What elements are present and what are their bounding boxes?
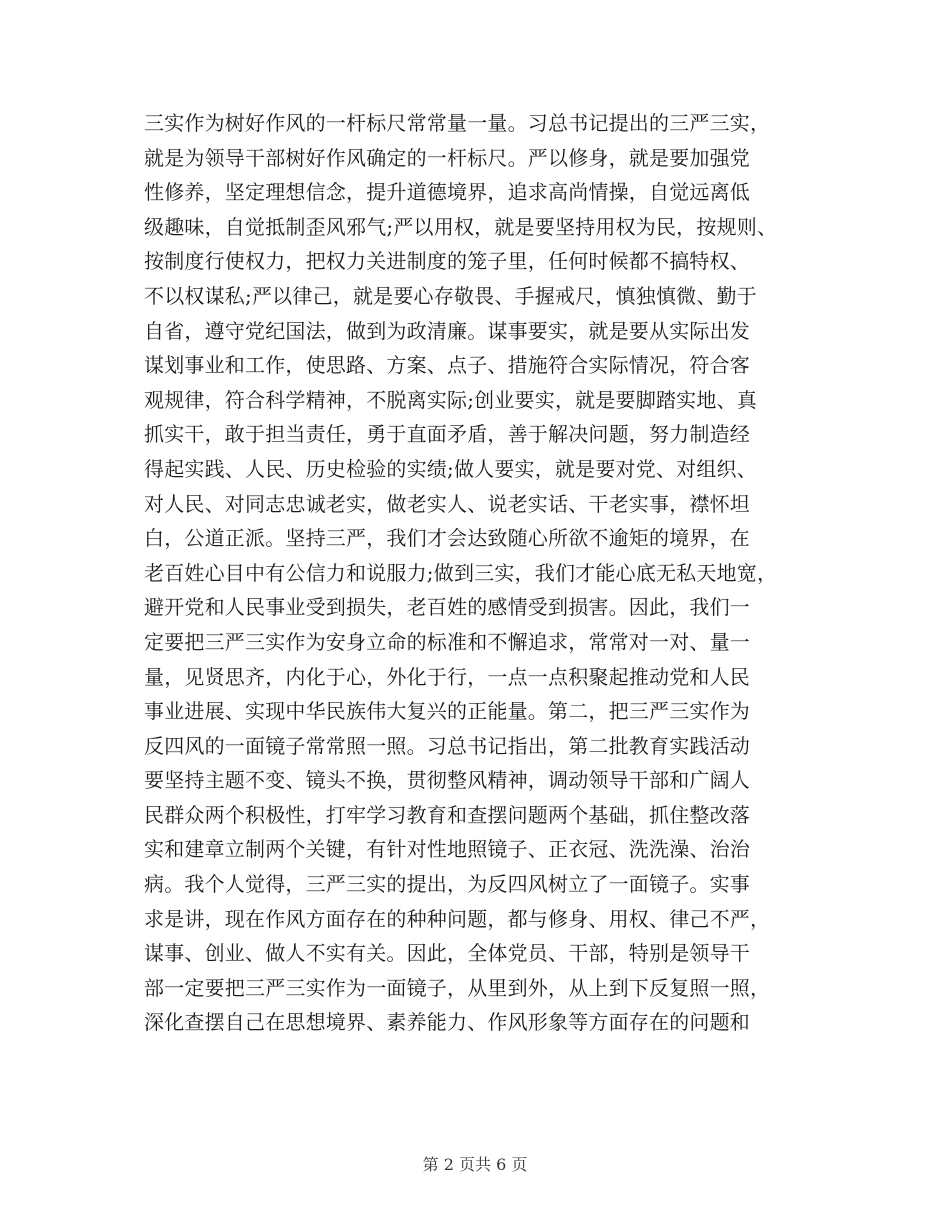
text-line: 自省，遵守党纪国法，做到为政清廉。谋事要实，就是要从实际出发: [144, 318, 750, 343]
text-line: 对人民、对同志忠诚老实，做老实人、说老实话、干老实事，襟怀坦: [144, 491, 750, 516]
text-line: 实和建章立制两个关键，有针对性地照镜子、正衣冠、洗洗澡、治治: [144, 837, 750, 862]
text-line: 老百姓心目中有公信力和说服力;做到三实，我们才能心底无私天地宽，: [144, 560, 778, 585]
text-line: 抓实干，敢于担当责任，勇于直面矛盾，善于解决问题，努力制造经: [144, 422, 750, 447]
text-line: 事业进展、实现中华民族伟大复兴的正能量。第二，把三严三实作为: [144, 699, 750, 724]
body-text: [144, 106, 824, 1040]
text-line: 反四风的一面镜子常常照一照。习总书记指出，第二批教育实践活动: [144, 733, 750, 758]
text-line: 民群众两个积极性，打牢学习教育和查摆问题两个基础，抓住整改落: [144, 802, 750, 827]
text-line: 三实作为树好作风的一杆标尺常常量一量。习总书记提出的三严三实，: [144, 111, 771, 135]
text-line: 不以权谋私;严以律己，就是要心存敬畏、手握戒尺，慎独慎微、勤于: [144, 283, 757, 308]
text-line: 求是讲，现在作风方面存在的种种问题，都与修身、用权、律己不严，: [144, 906, 771, 931]
text-line: 病。我个人觉得，三严三实的提出，为反四风树立了一面镜子。实事: [144, 872, 750, 897]
text-line: 部一定要把三严三实作为一面镜子，从里到外，从上到下反复照一照，: [144, 975, 771, 1000]
text-line: 级趣味，自觉抵制歪风邪气;严以用权，就是要坚持用权为民，按规则、: [144, 214, 778, 239]
page-number-footer: 第 2 页共 6 页: [422, 1155, 528, 1174]
text-line: 定要把三严三实作为安身立命的标准和不懈追求，常常对一对、量一: [144, 629, 750, 654]
text-line: 得起实践、人民、历史检验的实绩;做人要实，就是要对党、对组织、: [144, 456, 757, 481]
text-line: 谋事、创业、做人不实有关。因此，全体党员、干部，特别是领导干: [144, 941, 750, 966]
text-line: 就是为领导干部树好作风确定的一杆标尺。严以修身，就是要加强党: [144, 145, 750, 170]
text-line: 深化查摆自己在思想境界、素养能力、作风形象等方面存在的问题和: [144, 1010, 750, 1035]
text-line: 按制度行使权力，把权力关进制度的笼子里，任何时候都不搞特权、: [144, 249, 750, 274]
text-line: 避开党和人民事业受到损失，老百姓的感情受到损害。因此，我们一: [144, 595, 750, 620]
text-line: 谋划事业和工作，使思路、方案、点子、措施符合实际情况，符合客: [144, 353, 750, 378]
text-line: 要坚持主题不变、镜头不换，贯彻整风精神，调动领导干部和广阔人: [144, 768, 750, 793]
text-line: 量，见贤思齐，内化于心，外化于行，一点一点积聚起推动党和人民: [144, 664, 750, 689]
text-line: 白，公道正派。坚持三严，我们才会达致随心所欲不逾矩的境界，在: [144, 526, 750, 551]
text-line: 观规律，符合科学精神，不脱离实际;创业要实，就是要脚踏实地、真: [144, 387, 757, 412]
text-line: 性修养，坚定理想信念，提升道德境界，追求高尚情操，自觉远离低: [144, 180, 750, 205]
